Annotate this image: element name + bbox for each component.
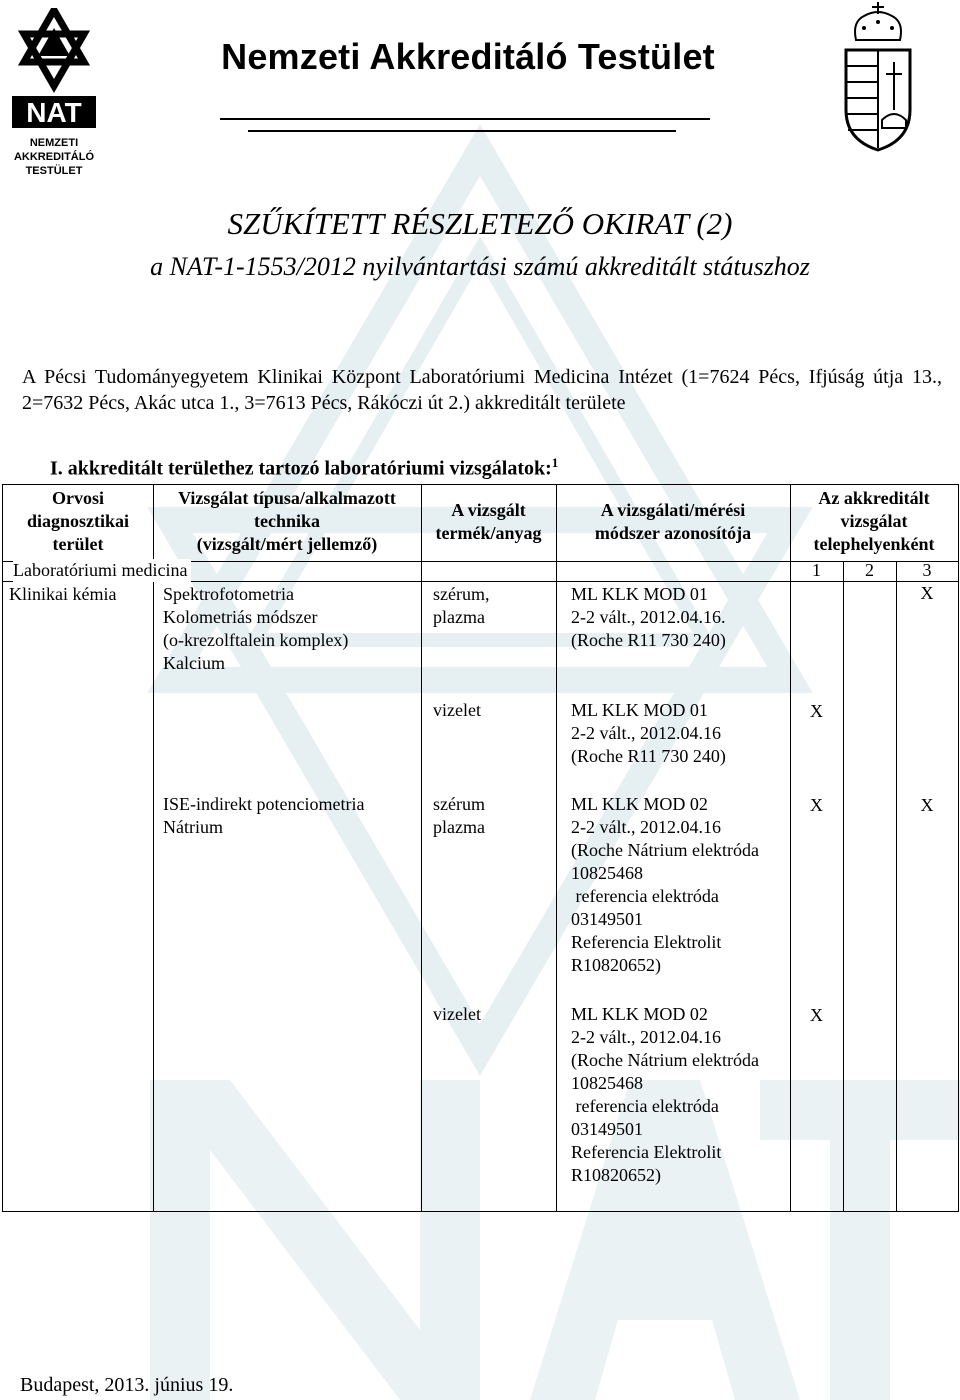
col-divider-1 xyxy=(153,485,154,1211)
header-type-line: Vizsgálat típusa/alkalmazott xyxy=(178,488,396,508)
header-material xyxy=(421,499,556,545)
area-value: Klinikai kémia xyxy=(9,584,117,604)
method-cell xyxy=(571,583,726,652)
material-line: plazma xyxy=(433,817,485,837)
examinations-table xyxy=(2,484,959,1212)
method-line: (Roche Nátrium elektróda xyxy=(571,1050,759,1070)
material-line: szérum, xyxy=(433,584,490,604)
section-title-text: I. akkreditált területhez tartozó laboratóriumi vizsgálatok: xyxy=(50,457,552,480)
material-cell xyxy=(433,1003,481,1026)
coat-of-arms-icon xyxy=(838,0,918,152)
header-method-line: A vizsgálati/mérési xyxy=(600,500,746,520)
document-subtitle: a NAT-1-1553/2012 nyilvántartási számú akkreditált státuszhoz xyxy=(150,252,810,281)
header-sites-line: telephelyenként xyxy=(813,534,935,554)
method-line: 2-2 vált., 2012.04.16 xyxy=(571,723,721,743)
material-line: vizelet xyxy=(433,700,481,720)
group-1-type xyxy=(163,583,348,675)
method-line: Referencia Elektrolit xyxy=(571,932,722,952)
method-line: 10825468 xyxy=(571,863,643,883)
logo-abbr: NAT xyxy=(26,97,82,128)
method-line: ML KLK MOD 02 xyxy=(571,794,708,814)
site-1-mark: X xyxy=(810,1005,823,1025)
document-title: SZŰKÍTETT RÉSZLETEZŐ OKIRAT (2) xyxy=(227,206,733,241)
header-method xyxy=(556,499,790,545)
header-sites-line: vizsgálat xyxy=(840,511,908,531)
header-material-line: termék/anyag xyxy=(435,523,542,543)
method-line: R10820652) xyxy=(571,1165,661,1185)
method-line: 2-2 vált., 2012.04.16. xyxy=(571,607,726,627)
header-type-line: technika xyxy=(253,511,320,531)
site-number-3: 3 xyxy=(922,560,932,580)
method-line: Referencia Elektrolit xyxy=(571,1142,722,1162)
material-cell xyxy=(433,583,489,629)
place-and-date: Budapest, 2013. június 19. xyxy=(20,1374,234,1396)
header-type xyxy=(153,487,421,556)
method-line: 03149501 xyxy=(571,1119,643,1139)
method-line: 2-2 vált., 2012.04.16 xyxy=(571,817,721,837)
material-cell xyxy=(433,699,481,722)
method-cell xyxy=(571,793,759,977)
header-material-line: A vizsgált xyxy=(451,500,526,520)
site-3-mark: X xyxy=(920,583,934,603)
subheader-label: Laboratóriumi medicina xyxy=(13,559,191,582)
header-area-line: Orvosi xyxy=(52,488,104,508)
type-line: Kolometriás módszer xyxy=(163,607,318,627)
method-cell xyxy=(571,1003,759,1187)
organization-title: Nemzeti Akkreditáló Testület xyxy=(221,36,715,77)
col-divider-3 xyxy=(556,485,557,1211)
header-rule-top xyxy=(220,118,710,120)
method-line: referencia elektróda xyxy=(571,1096,719,1116)
header-area xyxy=(3,487,153,556)
logo-line1: NEMZETI xyxy=(29,137,79,149)
header-sites xyxy=(790,487,958,556)
method-line: 2-2 vált., 2012.04.16 xyxy=(571,1027,721,1047)
method-line: 10825468 xyxy=(571,1073,643,1093)
method-cell xyxy=(571,699,726,768)
type-line: Kalcium xyxy=(163,653,225,673)
site-1-mark: X xyxy=(810,701,823,721)
col-divider-4 xyxy=(790,485,791,1211)
col-divider-2 xyxy=(421,485,422,1211)
group-2-type xyxy=(163,793,364,839)
type-line: Nátrium xyxy=(163,817,223,837)
method-line: ML KLK MOD 01 xyxy=(571,584,708,604)
material-cell xyxy=(433,793,485,839)
nat-logo xyxy=(10,8,98,178)
site-3-mark: X xyxy=(920,795,934,815)
header-sites-line: Az akkreditált xyxy=(818,488,930,508)
site-number-2: 2 xyxy=(865,560,874,580)
header-method-line: módszer azonosítója xyxy=(594,523,752,543)
method-line: ML KLK MOD 02 xyxy=(571,1004,708,1024)
header-type-line: (vizsgált/mért jellemző) xyxy=(196,534,378,554)
logo-line3: TESTÜLET xyxy=(25,165,83,177)
method-line: (Roche Nátrium elektróda xyxy=(571,840,759,860)
method-line: (Roche R11 730 240) xyxy=(571,746,726,766)
type-line: ISE-indirekt potenciometria xyxy=(163,794,365,814)
header-rule-bottom xyxy=(248,130,676,132)
col-divider-5 xyxy=(843,561,844,1211)
material-line: szérum xyxy=(433,794,485,814)
type-line: Spektrofotometria xyxy=(163,584,294,604)
method-line: referencia elektróda xyxy=(571,886,719,906)
scope-paragraph: A Pécsi Tudományegyetem Klinikai Központ Laboratóriumi Medicina Intézet (1=7624 Pécs, Ifjúság útja 13., 2=7632 Pécs, Akác utca 1., 3=7613 Pécs, Rákóczi út 2.) akkreditált területe xyxy=(22,366,942,414)
site-number-1: 1 xyxy=(812,560,821,580)
header-area-line: terület xyxy=(52,534,104,554)
col-divider-6 xyxy=(896,561,897,1211)
section-title xyxy=(50,455,558,481)
method-line: 03149501 xyxy=(571,909,643,929)
section-footnote-marker: 1 xyxy=(551,455,559,470)
method-line: R10820652) xyxy=(571,955,661,975)
type-line: (o-krezolftalein komplex) xyxy=(163,630,349,650)
site-1-mark: X xyxy=(810,795,823,815)
method-line: ML KLK MOD 01 xyxy=(571,700,708,720)
header-area-line: diagnosztikai xyxy=(26,511,130,531)
logo-line2: AKKREDITÁLÓ xyxy=(13,151,95,163)
material-line: plazma xyxy=(433,607,485,627)
material-line: vizelet xyxy=(433,1004,481,1024)
method-line: (Roche R11 730 240) xyxy=(571,630,726,650)
